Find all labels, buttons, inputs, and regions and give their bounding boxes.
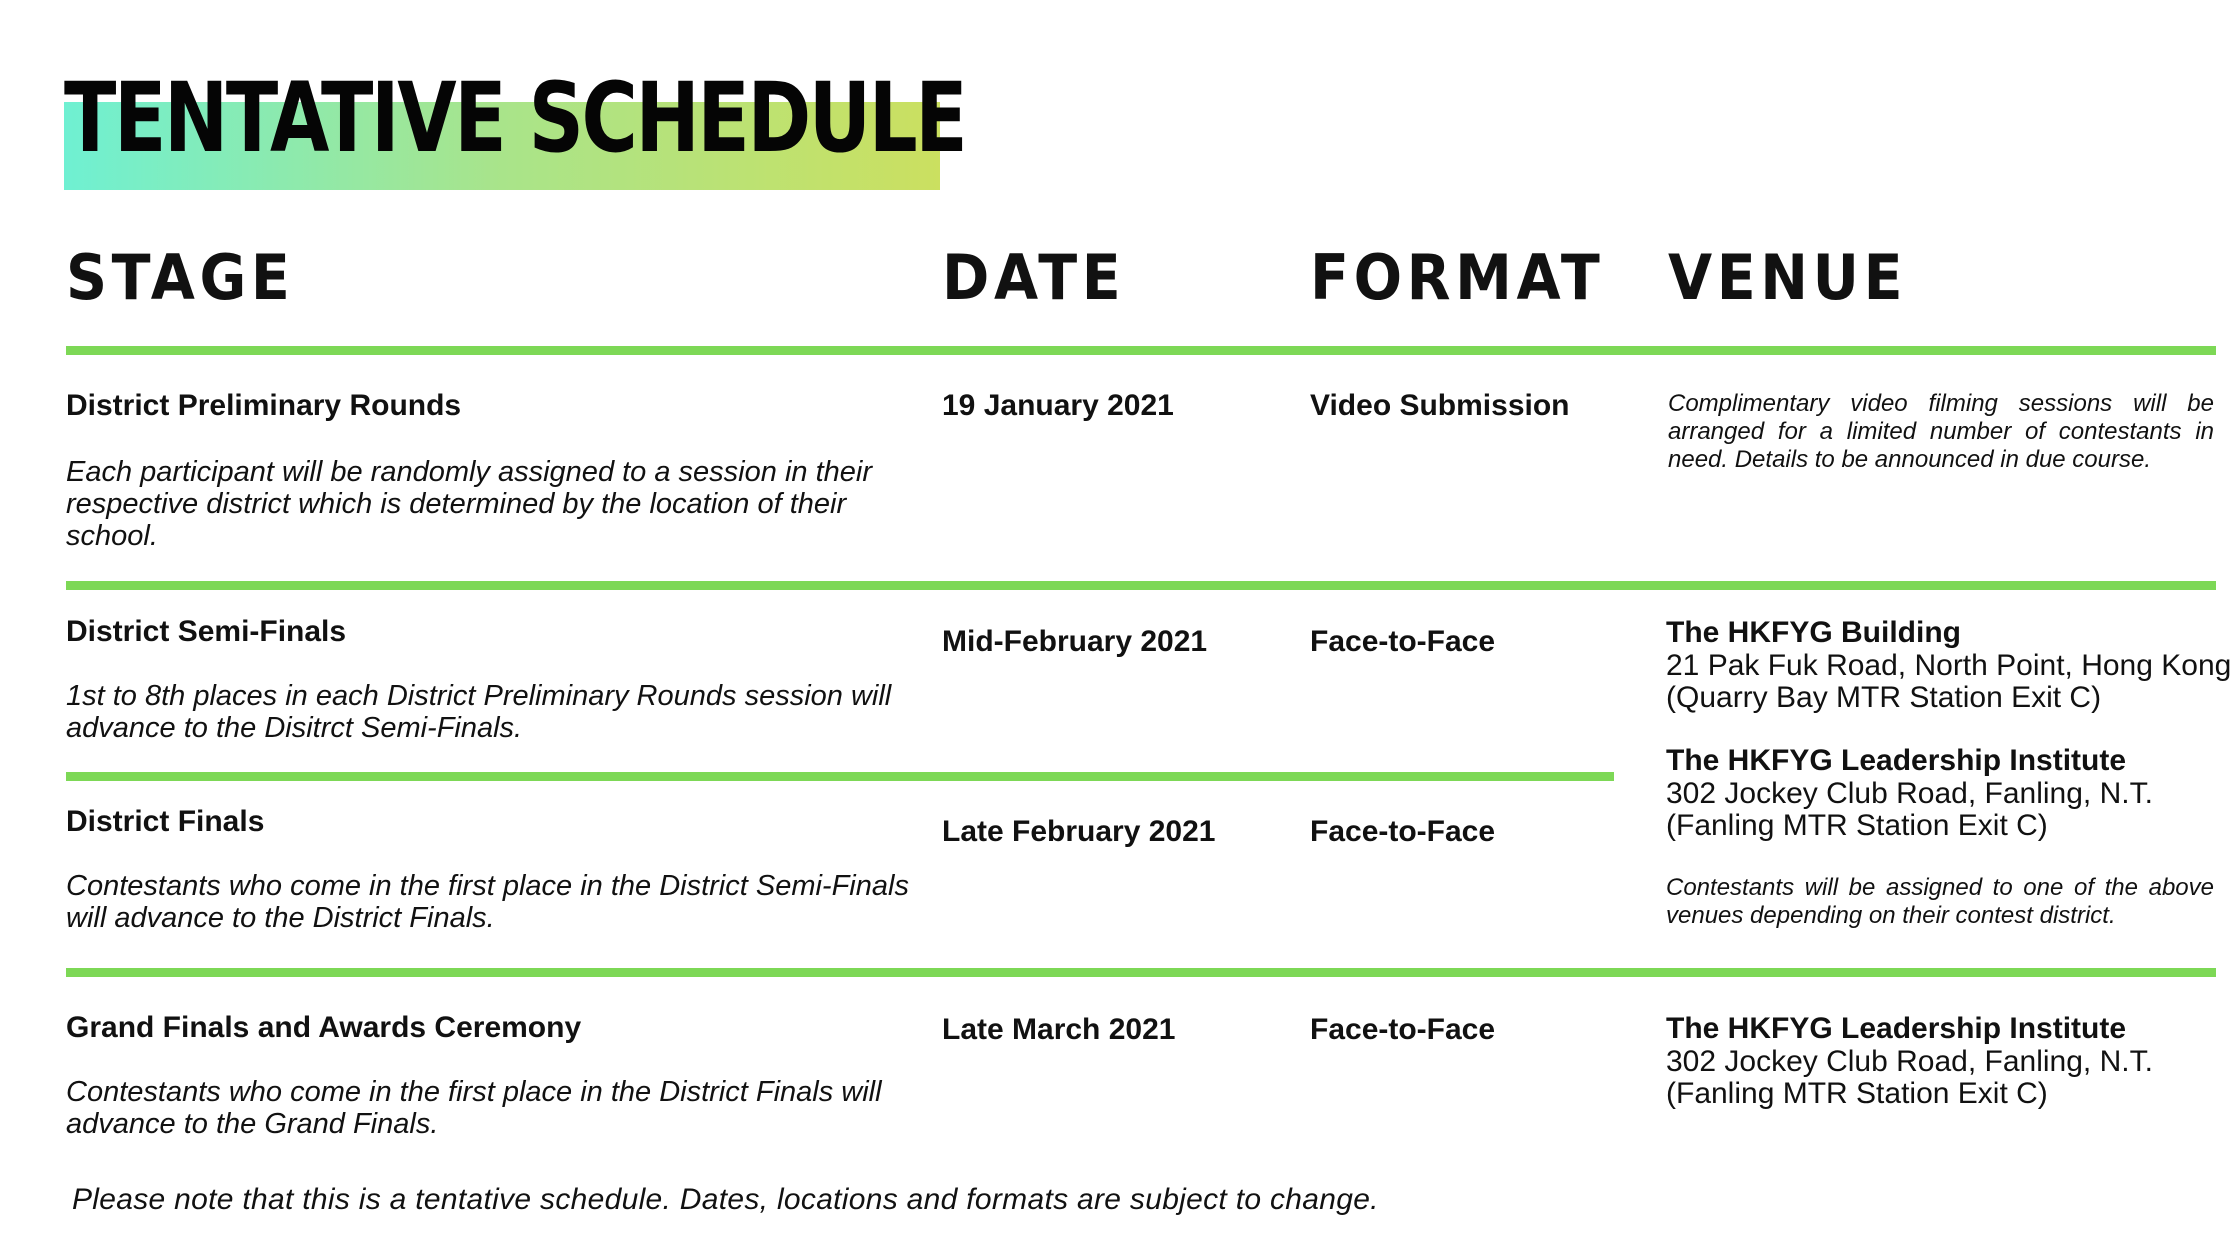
stage-title: District Semi-Finals [66,615,347,648]
stage-description: Contestants who come in the first place in the District Finals will advance to the Grand Finals. [66,1076,882,1140]
venue-note: Contestants will be assigned to one of the above venues depending on their contest district. [1666,874,2214,929]
venue-name: The HKFYG Leadership Institute [1666,744,2127,777]
stage-format: Face-to-Face [1310,1013,1496,1046]
stage-description: Contestants who come in the first place in the District Semi-Finals will advance to the District Finals. [66,870,909,934]
stage-date: Mid-February 2021 [942,625,1208,658]
venue-address: 302 Jockey Club Road, Fanling, N.T. [1666,777,2153,810]
stage-format: Video Submission [1310,389,1570,422]
venue-name: The HKFYG Building [1666,616,1961,649]
venue-address: 21 Pak Fuk Road, North Point, Hong Kong [1666,649,2232,682]
stage-description: 1st to 8th places in each District Preliminary Rounds session will advance to the Disitrct Semi-Finals. [66,680,892,744]
column-header-date: DATE [942,241,1126,314]
stage-title: District Preliminary Rounds [66,389,462,422]
stage-format: Face-to-Face [1310,815,1496,848]
venue-mtr-exit: (Quarry Bay MTR Station Exit C) [1666,681,2102,714]
header-divider [66,346,2216,355]
stage-format: Face-to-Face [1310,625,1496,658]
stage-description: Each participant will be randomly assigned to a session in their respective district which is determined by the location of their school. [66,456,872,552]
row-divider [66,772,1614,781]
stage-title: Grand Finals and Awards Ceremony [66,1011,582,1044]
page-title: TENTATIVE SCHEDULE [64,62,966,174]
venue-name: The HKFYG Leadership Institute [1666,1012,2127,1045]
row-divider [66,968,2216,977]
column-header-stage: STAGE [66,241,295,314]
footnote: Please note that this is a tentative schedule. Dates, locations and formats are subject to change. [72,1183,1379,1216]
stage-date: Late February 2021 [942,815,1216,848]
stage-date: 19 January 2021 [942,389,1174,422]
venue-note: Complimentary video filming sessions will be arranged for a limited number of contestants in need. Details to be announced in due course. [1668,390,2214,473]
venue-mtr-exit: (Fanling MTR Station Exit C) [1666,809,2048,842]
row-divider [66,581,2216,590]
venue-address: 302 Jockey Club Road, Fanling, N.T. [1666,1045,2153,1078]
venue-mtr-exit: (Fanling MTR Station Exit C) [1666,1077,2048,1110]
stage-date: Late March 2021 [942,1013,1176,1046]
column-header-format: FORMAT [1310,241,1605,314]
stage-title: District Finals [66,805,265,838]
column-header-venue: VENUE [1668,241,1908,314]
